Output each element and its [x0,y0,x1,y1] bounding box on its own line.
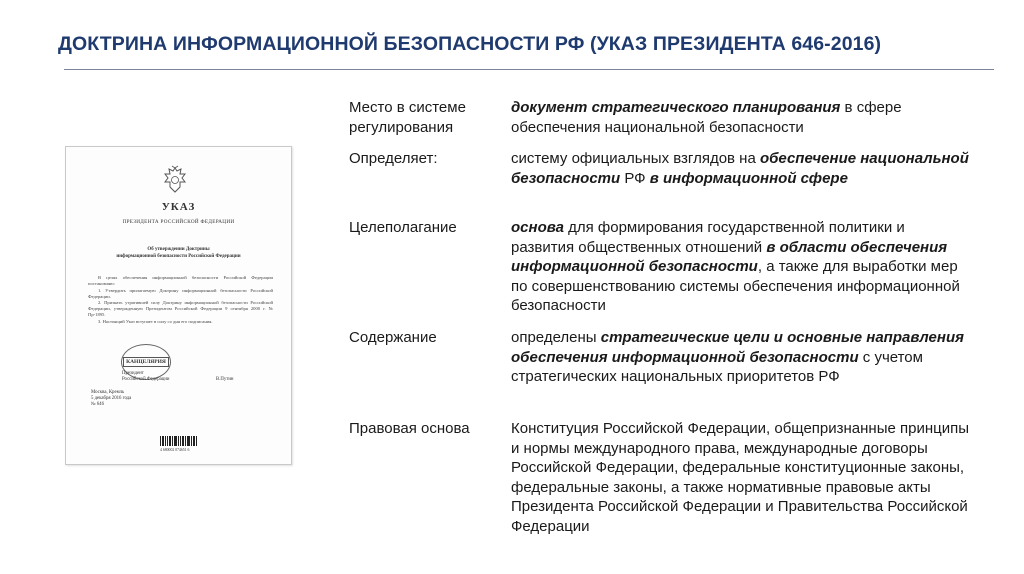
decree-about-line: Об утверждении Доктрины [147,247,210,252]
row-description [511,98,971,137]
emphasis-text: документ стратегического планирования [511,99,841,116]
description-text: РФ [620,169,650,187]
barcode-icon [160,436,198,446]
barcode-number: 4 680002 074651 6 [160,448,190,452]
decree-about [66,247,291,260]
decree-paragraph: 3. Настоящий Указ вступает в силу со дня его подписания. [98,318,213,324]
decree-about-line: информационной безопасности Российской Федерации [116,253,241,259]
decree-place-date [91,390,131,408]
row-description [511,149,971,188]
row-label: Место в системе регулирования [349,99,466,136]
row-label: Определяет: [349,150,438,167]
emphasis-text: обеспечение национальной безопасности [511,150,969,187]
signature-title-line: Президент [122,371,144,376]
decree-body [88,275,273,325]
row-description [511,218,971,316]
emphasis-text: в области обеспечения информационной безопасности [511,238,948,275]
decree-paragraph: 1. Утвердить прилагаемую Доктрину информационной безопасности Российской Федерации. [88,287,273,299]
description-text: систему официальных взглядов на [511,150,760,167]
emphasis-text: основа [511,219,564,236]
row-label: Правовая основа [349,420,470,437]
description-text: в сфере обеспечения национальной безопасности [511,99,902,136]
decree-paragraph: 2. Признать утратившей силу Доктрину информационной безопасности Российской Федерации, утвержденную Президентом Российской Федерации 9 сентября 2000 г. № Пр-1895. [88,300,273,318]
signature-title [122,371,170,383]
emphasis-text: в информационной сфере [649,169,848,187]
emphasis-text: стратегические цели и основные направления обеспечения информационной безопасности [511,329,964,366]
description-text: определены [511,329,601,346]
place-line: Москва, Кремль [91,390,125,395]
title-divider [64,69,994,70]
signature-title-line: Российской Федерации [122,377,170,382]
row-description [511,328,971,387]
row-description [511,419,971,536]
page-title: ДОКТРИНА ИНФОРМАЦИОННОЙ БЕЗОПАСНОСТИ РФ (УКАЗ ПРЕЗИДЕНТА 646-2016) [58,33,882,55]
decree-document-image [65,146,292,465]
description-text: , а также для выработки мер по совершенствованию системы обеспечения информационной безопасности [511,258,960,314]
signature-name: В.Путин [216,377,234,382]
number-line: № 646 [91,402,104,407]
row-label: Целеполагание [349,219,457,236]
decree-paragraph: В целях обеспечения информационной безопасности Российской Федерации постановляю: [88,275,273,286]
row-label: Содержание [349,329,437,346]
date-line: 5 декабря 2016 года [91,396,132,401]
decree-heading: УКАЗ [161,201,196,213]
coat-of-arms-icon [162,165,188,195]
description-text: с учетом стратегических национальных приоритетов РФ [511,348,923,385]
decree-subheading: ПРЕЗИДЕНТА РОССИЙСКОЙ ФЕДЕРАЦИИ [122,219,235,225]
description-text: для формирования государственной политики и развития общественных отношений [511,219,905,256]
stamp-text: КАНЦЕЛЯРИЯ [123,357,169,367]
description-text: Конституция Российской Федерации, общепризнанные принципы и нормы международного права, международные договоры Российской Федерации, федеральные конституционные законы, федеральные законы, а также нормативные правовые акты Президента Российской Федерации и Правительства Российской Федерации [511,420,970,535]
